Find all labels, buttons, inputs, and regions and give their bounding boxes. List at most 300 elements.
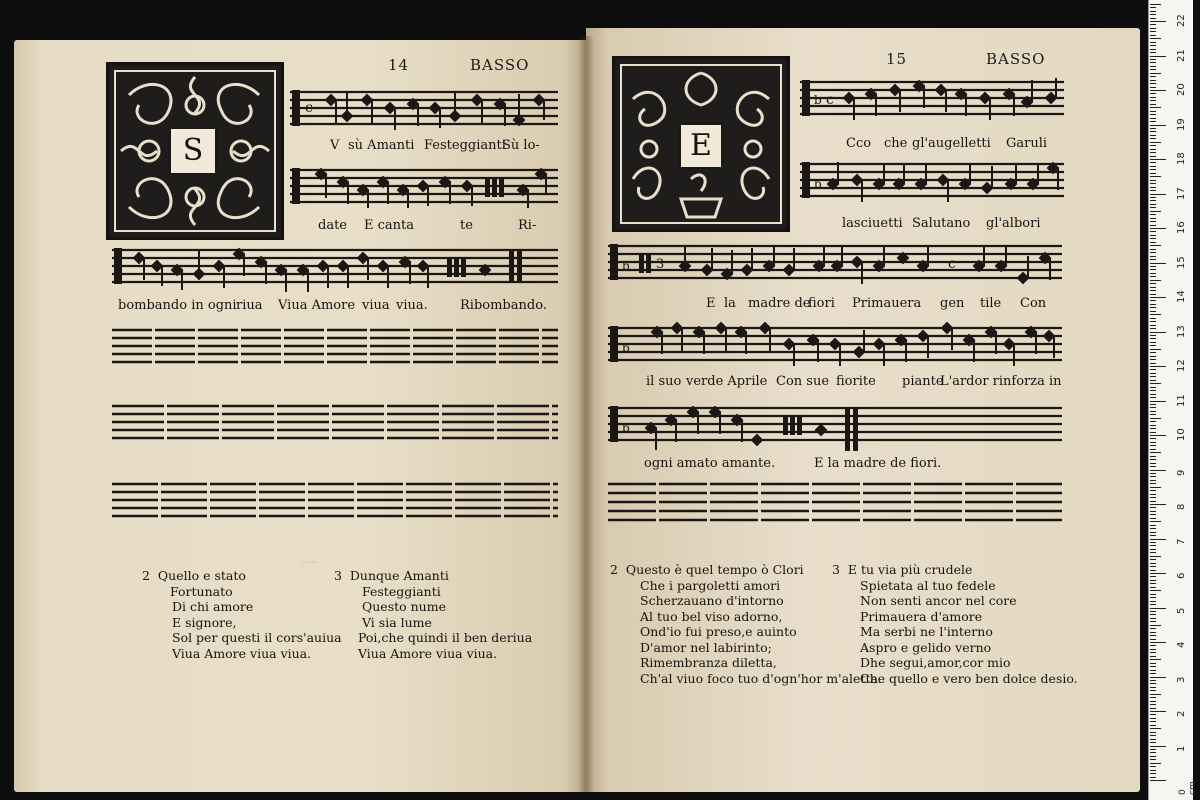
lyric-r-line-1-c: gl'augelletti — [912, 136, 991, 151]
ruler-tick — [1150, 483, 1156, 484]
ruler-label: 16 — [1176, 221, 1187, 234]
ruler-tick — [1150, 501, 1156, 502]
music-staff — [608, 236, 1062, 292]
ruler-tick — [1150, 180, 1156, 181]
lyric-r-line-1-a: Cco — [846, 136, 872, 151]
ruler-tick — [1150, 739, 1156, 740]
ruler-tick — [1150, 259, 1156, 260]
ruler-tick — [1150, 411, 1156, 412]
ruler-tick — [1150, 245, 1161, 246]
lyric-line-1-b: sù Amanti — [348, 138, 415, 153]
ruler-tick — [1150, 62, 1156, 63]
svg-text:3: 3 — [656, 257, 665, 272]
ruler-tick — [1150, 321, 1156, 322]
lyric-r-line-2-c: gl'albori — [986, 216, 1041, 231]
ruler-tick — [1150, 145, 1156, 146]
ruler-tick — [1150, 587, 1156, 588]
verse-3 — [334, 568, 532, 661]
ruler-tick — [1150, 521, 1161, 522]
ruler-tick — [1150, 566, 1156, 567]
ruler-tick — [1150, 90, 1166, 91]
ruler-tick — [1150, 432, 1156, 433]
ruler-tick — [1150, 338, 1156, 339]
ruler-tick — [1150, 604, 1156, 605]
ruler-tick — [1150, 14, 1156, 15]
ruler-label: 12 — [1176, 359, 1187, 372]
lyric-line-3-c: Viua Amore — [278, 298, 356, 313]
verse-number: 3 Dunque Amanti — [334, 568, 449, 583]
lyric-line-3-e: viua. — [396, 298, 428, 313]
ruler-tick — [1150, 666, 1156, 667]
verse-line: Dhe segui,amor,cor mio — [860, 655, 1011, 670]
verse-line: Che i pargoletti amori — [640, 577, 781, 593]
ruler-tick — [1150, 280, 1161, 281]
ruler-tick — [1150, 169, 1156, 170]
ruler-tick — [1150, 742, 1156, 743]
ruler-label: 6 — [1176, 572, 1187, 579]
ruler-tick — [1150, 407, 1156, 408]
ruler-tick — [1150, 549, 1156, 550]
svg-text:b: b — [622, 259, 630, 273]
verse-line: Viua Amore viua viua. — [358, 645, 498, 661]
ruler-tick — [1150, 649, 1156, 650]
ruler-tick — [1150, 673, 1156, 674]
empty-staff — [112, 326, 558, 370]
ruler-tick — [1150, 449, 1156, 450]
ruler-tick — [1150, 697, 1156, 698]
lyric-line-1-d: Sù lo- — [502, 138, 540, 153]
ruler-tick — [1150, 773, 1156, 774]
ruler-tick — [1150, 507, 1156, 508]
ruler-tick — [1150, 583, 1156, 584]
ruler-tick — [1150, 166, 1156, 167]
verse-line: Ch'al viuo foco tuo d'ogn'hor m'aletta. — [640, 670, 882, 686]
ruler-label: 19 — [1176, 117, 1187, 131]
ruler-tick — [1150, 359, 1156, 360]
ruler-tick — [1150, 777, 1156, 778]
ruler-tick — [1150, 663, 1156, 664]
ruler-tick — [1150, 290, 1156, 291]
music-staff — [290, 84, 558, 134]
ruler-tick — [1150, 190, 1156, 191]
verse-line: Fortunato — [170, 583, 233, 599]
ruler-tick — [1150, 701, 1156, 702]
ruler-label: 10 — [1176, 428, 1187, 441]
ruler-tick — [1150, 639, 1156, 640]
initial-letter: E — [679, 123, 723, 169]
ruler-tick — [1150, 152, 1156, 153]
ruler-tick — [1150, 749, 1156, 750]
svg-text:b: b — [622, 341, 630, 355]
svg-text:c: c — [826, 92, 834, 108]
ruler-tick — [1150, 87, 1156, 88]
ruler-tick — [1150, 445, 1156, 446]
ruler-tick — [1150, 328, 1156, 329]
ruler-label: 3 — [1176, 676, 1187, 683]
ruler-tick — [1150, 52, 1156, 53]
ruler-tick — [1150, 35, 1156, 36]
ruler-tick — [1150, 428, 1156, 429]
ruler-tick — [1150, 563, 1156, 564]
ruler-tick — [1150, 238, 1156, 239]
lyric-r-line-4-d: fiorite — [836, 374, 876, 389]
ruler-tick — [1150, 459, 1156, 460]
ruler-tick — [1150, 162, 1156, 163]
ruler-tick — [1150, 194, 1166, 195]
right-page-number: 15 — [886, 50, 908, 68]
ruler-label: 4 — [1176, 641, 1187, 648]
ruler-tick — [1150, 125, 1166, 126]
music-staff — [290, 162, 558, 212]
ruler-tick — [1150, 421, 1156, 422]
verse-line: Scherzauano d'intorno — [640, 593, 784, 608]
ruler-tick — [1150, 373, 1156, 374]
left-page-number: 14 — [388, 56, 410, 74]
ruler-tick — [1150, 121, 1156, 122]
ruler-tick — [1150, 276, 1156, 277]
ruler-tick — [1150, 545, 1156, 546]
ruler-tick — [1150, 380, 1156, 381]
ruler-label: 21 — [1176, 48, 1187, 62]
ruler-tick — [1150, 114, 1156, 115]
ruler-label: 22 — [1176, 14, 1187, 27]
ruler-tick — [1150, 708, 1156, 709]
ruler-tick — [1150, 176, 1161, 177]
ruler-tick — [1150, 504, 1166, 505]
ruler-tick — [1150, 142, 1161, 143]
ruler-tick — [1150, 242, 1156, 243]
ruler-tick — [1150, 387, 1156, 388]
ruler-tick — [1150, 746, 1166, 747]
ruler-tick — [1150, 552, 1156, 553]
lyric-r-line-5-a: ogni amato amante. — [644, 456, 776, 471]
ruler-label: 18 — [1176, 152, 1187, 165]
ruler-tick — [1150, 539, 1166, 540]
ruler-tick — [1150, 725, 1156, 726]
ruler-tick — [1150, 763, 1161, 764]
book-gutter — [578, 36, 594, 792]
verse-2 — [142, 568, 342, 661]
ruler-tick — [1150, 318, 1156, 319]
ruler-label: 14 — [1176, 290, 1187, 303]
bleed-through-text: ····· — [300, 556, 318, 569]
ruler-tick — [1150, 456, 1156, 457]
lyric-r-line-4-a: il suo — [646, 374, 682, 389]
lyric-r-line-4-e: piante — [902, 374, 944, 389]
ruler-tick — [1150, 73, 1161, 74]
ruler-tick — [1150, 21, 1166, 22]
ruler-tick — [1150, 425, 1156, 426]
ruler-tick — [1150, 69, 1156, 70]
ruler-tick — [1150, 573, 1166, 574]
lyric-r-line-3-c: madre de — [748, 296, 811, 311]
svg-text:b: b — [814, 177, 822, 191]
ruler-tick — [1150, 687, 1156, 688]
verse-line: Poi,che quindi il ben deriua — [358, 630, 533, 645]
empty-staff — [112, 402, 558, 446]
ruler-tick — [1150, 7, 1156, 8]
lyric-line-1-c: Festeggianti — [424, 138, 506, 153]
ruler-tick — [1150, 714, 1156, 715]
ruler-label: 17 — [1176, 186, 1187, 200]
ruler-tick — [1150, 138, 1156, 139]
ruler-tick — [1150, 473, 1156, 474]
verse-line: Sol per questi il cors'auiua — [172, 630, 342, 645]
ruler-tick — [1150, 269, 1156, 270]
lyric-line-2-c: te — [460, 218, 473, 233]
ruler-label: 15 — [1176, 255, 1187, 269]
ruler-tick — [1150, 404, 1156, 405]
ruler-tick — [1150, 335, 1156, 336]
ruler-tick — [1150, 490, 1156, 491]
ruler-tick — [1150, 356, 1156, 357]
ruler-tick — [1150, 694, 1161, 695]
ruler-tick — [1150, 728, 1161, 729]
ruler-tick — [1150, 497, 1156, 498]
lyric-r-line-3-d: fiori — [808, 296, 835, 311]
ruler-tick — [1150, 225, 1156, 226]
ruler-tick — [1150, 49, 1156, 50]
ruler-tick — [1150, 690, 1156, 691]
music-staff — [112, 240, 558, 296]
ruler-tick — [1150, 249, 1156, 250]
ruler-tick — [1150, 414, 1156, 415]
ruler-tick — [1150, 214, 1156, 215]
ruler-tick — [1150, 683, 1156, 684]
ruler-tick — [1150, 514, 1156, 515]
ruler-tick — [1150, 518, 1156, 519]
ruler-tick — [1150, 383, 1161, 384]
ruler-tick — [1150, 100, 1156, 101]
ruler-tick — [1150, 756, 1156, 757]
ruler-tick — [1150, 532, 1156, 533]
lyric-line-3-f: Ribombando. — [460, 298, 547, 313]
ruler-tick — [1150, 394, 1156, 395]
music-staff — [608, 318, 1062, 374]
lyric-r-line-1-b: che — [884, 136, 908, 151]
svg-text:c: c — [305, 100, 313, 116]
verse-line: Festeggianti — [362, 583, 441, 599]
ruler-tick — [1150, 24, 1156, 25]
verse-line: Viua Amore viua viua. — [172, 645, 312, 661]
ruler-tick — [1150, 369, 1156, 370]
ruler-tick — [1150, 266, 1156, 267]
verse-line: Che quello e vero ben dolce desio. — [860, 670, 1078, 686]
decorated-initial-e — [612, 56, 790, 232]
lyric-line-3-a: bombando in ogni — [118, 298, 237, 313]
lyric-r-line-3-e: Primauera — [852, 296, 922, 311]
ruler-tick — [1150, 601, 1156, 602]
ruler-tick — [1150, 287, 1156, 288]
ruler-tick — [1150, 401, 1166, 402]
ruler-tick — [1150, 632, 1156, 633]
verse-line: Vi sia lume — [362, 614, 432, 630]
lyric-line-2-b: E canta — [364, 218, 415, 233]
ruler-tick — [1150, 397, 1156, 398]
ruler-label: 20 — [1176, 83, 1187, 96]
ruler-tick — [1150, 452, 1161, 453]
ruler-tick — [1150, 66, 1156, 67]
ruler-tick — [1150, 197, 1156, 198]
verse-line: Al tuo bel viso adorno, — [640, 608, 783, 624]
ruler-tick — [1150, 135, 1156, 136]
ruler-tick — [1150, 311, 1156, 312]
ruler-tick — [1150, 525, 1156, 526]
ruler-tick — [1150, 680, 1156, 681]
verse-line: D'amor nel labirinto; — [640, 639, 772, 655]
verse-line: Ma serbi ne l'interno — [860, 624, 993, 639]
ruler-tick — [1150, 628, 1156, 629]
ruler-tick — [1150, 597, 1156, 598]
ruler-tick — [1150, 770, 1156, 771]
music-staff — [800, 74, 1064, 124]
ruler-tick — [1150, 107, 1161, 108]
lyric-r-line-4-b: verde Aprile — [686, 374, 768, 389]
ruler-tick — [1150, 304, 1156, 305]
verse-line: Spietata al tuo fedele — [860, 577, 996, 593]
verse-line: E signore, — [172, 614, 237, 630]
ruler-tick — [1150, 487, 1161, 488]
music-staff — [800, 156, 1064, 206]
ruler-tick — [1150, 670, 1156, 671]
empty-staff — [112, 480, 558, 524]
ruler-tick — [1150, 463, 1156, 464]
ruler-tick — [1150, 111, 1156, 112]
ruler-tick — [1150, 183, 1156, 184]
ruler-tick — [1150, 235, 1156, 236]
ruler-label: 2 — [1176, 710, 1187, 717]
ruler-tick — [1150, 207, 1156, 208]
ruler-tick — [1150, 307, 1156, 308]
ruler-tick — [1150, 542, 1156, 543]
ruler-tick — [1150, 218, 1156, 219]
ruler-tick — [1150, 618, 1156, 619]
verse-line: Primauera d'amore — [860, 608, 983, 624]
ruler-tick — [1150, 80, 1156, 81]
ruler-tick — [1150, 576, 1156, 577]
ruler-tick — [1150, 42, 1156, 43]
ruler-tick — [1150, 93, 1156, 94]
ruler-tick — [1150, 11, 1156, 12]
ruler-tick — [1150, 780, 1166, 781]
lyric-r-line-1-d: Garuli — [1006, 136, 1048, 151]
svg-text:b: b — [622, 421, 630, 435]
ruler-tick — [1150, 4, 1161, 5]
lyric-r-line-3-a: E — [706, 296, 716, 311]
music-staff — [608, 398, 1062, 454]
ruler-tick — [1150, 283, 1156, 284]
ruler-tick — [1150, 642, 1166, 643]
verse-number: 3 E tu via più crudele — [832, 562, 973, 577]
ruler-tick — [1150, 231, 1156, 232]
left-running-head: BASSO — [470, 56, 530, 74]
ruler-tick — [1150, 56, 1166, 57]
lyric-r-line-3-b: la — [724, 296, 736, 311]
lyric-line-1-a: V — [330, 138, 340, 153]
ruler-tick — [1150, 325, 1156, 326]
ruler-tick — [1150, 390, 1156, 391]
ruler-tick — [1150, 128, 1156, 129]
ruler-tick — [1150, 200, 1156, 201]
ruler-label: 5 — [1176, 607, 1187, 614]
ruler-tick — [1150, 559, 1156, 560]
ruler-tick — [1150, 221, 1156, 222]
ruler-tick — [1150, 466, 1156, 467]
svg-text:c: c — [948, 256, 956, 272]
ruler-tick — [1150, 656, 1156, 657]
decorated-initial-s — [106, 62, 284, 240]
ruler-tick — [1150, 28, 1156, 29]
ruler-tick — [1150, 211, 1161, 212]
lyric-r-line-5-b: E la madre de fiori. — [814, 456, 942, 471]
ruler-tick — [1150, 345, 1156, 346]
verse-3 — [832, 562, 1078, 686]
ruler-tick — [1150, 570, 1156, 571]
ruler-label: 9 — [1176, 469, 1187, 476]
lyric-r-line-3-g: tile — [980, 296, 1002, 311]
lyric-line-2-d: Ri- — [518, 218, 537, 233]
ruler-tick — [1150, 766, 1156, 767]
ruler-tick — [1150, 363, 1156, 364]
ruler-tick — [1150, 752, 1156, 753]
ruler-tick — [1150, 511, 1156, 512]
ruler-label: 7 — [1176, 538, 1187, 545]
ruler-tick — [1150, 635, 1156, 636]
ruler-tick — [1150, 83, 1156, 84]
lyric-line-3-d: viua — [362, 298, 390, 313]
verse-line: Di chi amore — [172, 599, 254, 614]
right-running-head: BASSO — [986, 50, 1046, 68]
ruler-label: 1 — [1176, 745, 1187, 752]
lyric-r-line-2-b: Salutano — [912, 216, 971, 231]
ruler-tick — [1150, 349, 1161, 350]
ruler-tick — [1150, 718, 1156, 719]
ruler-tick — [1150, 159, 1166, 160]
ruler-label: 8 — [1176, 503, 1187, 510]
ruler-tick — [1150, 263, 1166, 264]
ruler-tick — [1150, 470, 1166, 471]
ruler-tick — [1150, 435, 1166, 436]
ruler-tick — [1150, 594, 1156, 595]
ruler-tick — [1150, 45, 1156, 46]
lyric-r-line-3-h: Con — [1020, 296, 1047, 311]
lyric-r-line-2-a: lasciuetti — [842, 216, 903, 231]
ruler-tick — [1150, 173, 1156, 174]
ruler-tick — [1150, 645, 1156, 646]
ruler-tick — [1150, 704, 1156, 705]
verse-number: 2 Quello e stato — [142, 568, 246, 583]
verse-line: Non senti ancor nel core — [860, 593, 1017, 608]
ruler-tick — [1150, 252, 1156, 253]
ruler-tick — [1150, 621, 1156, 622]
ruler-tick — [1150, 759, 1156, 760]
verse-line: Aspro e gelido verno — [860, 639, 992, 655]
verse-line: Rimembranza diletta, — [640, 655, 777, 670]
ruler-tick — [1150, 732, 1156, 733]
ruler-tick — [1150, 677, 1166, 678]
ruler-label: 11 — [1176, 393, 1187, 407]
ruler-tick — [1150, 59, 1156, 60]
ruler-tick — [1150, 528, 1156, 529]
ruler-label: 13 — [1176, 324, 1187, 338]
ruler-tick — [1150, 476, 1156, 477]
ruler-tick — [1150, 590, 1161, 591]
ruler-tick — [1150, 31, 1156, 32]
ruler-tick — [1150, 438, 1156, 439]
ruler-tick — [1150, 721, 1156, 722]
ruler-tick — [1150, 625, 1161, 626]
ruler-tick — [1150, 76, 1156, 77]
